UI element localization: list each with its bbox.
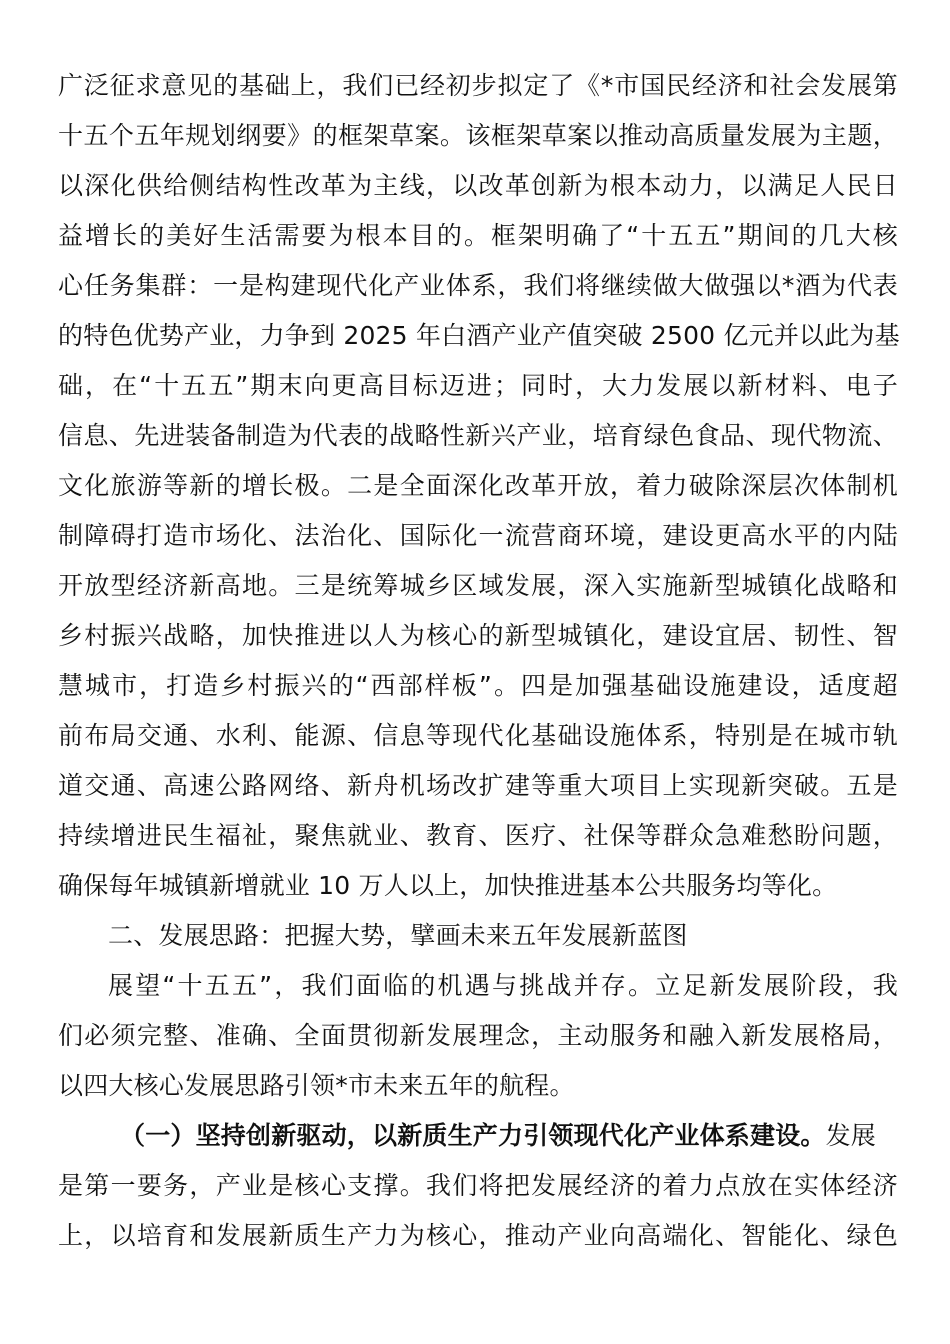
- text-line: 确保每年城镇新增就业 10 万人以上，加快推进基本公共服务均等化。: [58, 871, 838, 900]
- text-line: 心任务集群：一是构建现代化产业体系，我们将继续做大做强以*酒为代表: [58, 271, 898, 300]
- text-line: 益增长的美好生活需要为根本目的。框架明确了“十五五”期间的几大核: [58, 221, 898, 250]
- text-line: 以四大核心发展思路引领*市未来五年的航程。: [58, 1071, 575, 1100]
- text-line: 们必须完整、准确、全面贯彻新发展理念，主动服务和融入新发展格局，: [58, 1021, 898, 1050]
- text-line: 以深化供给侧结构性改革为主线，以改革创新为根本动力，以满足人民日: [58, 171, 898, 200]
- text-line: 的特色优势产业，力争到 2025 年白酒产业产值突破 2500 亿元并以此为基: [58, 321, 900, 350]
- lead-tail: 发展: [825, 1121, 877, 1150]
- text-line: 文化旅游等新的增长极。二是全面深化改革开放，着力破除深层次体制机: [58, 471, 898, 500]
- text-line: 广泛征求意见的基础上，我们已经初步拟定了《*市国民经济和社会发展第: [58, 71, 898, 100]
- text-line: 道交通、高速公路网络、新舟机场改扩建等重大项目上实现新突破。五是: [58, 771, 898, 800]
- text-line: 慧城市，打造乡村振兴的“西部样板”。四是加强基础设施建设，适度超: [58, 671, 898, 700]
- text-line: 上，以培育和发展新质生产力为核心，推动产业向高端化、智能化、绿色: [58, 1221, 898, 1250]
- text-line: 信息、先进装备制造为代表的战略性新兴产业，培育绿色食品、现代物流、: [58, 421, 898, 450]
- text-line: 开放型经济新高地。三是统筹城乡区域发展，深入实施新型城镇化战略和: [58, 571, 898, 600]
- subsection-lead-line: [120, 1116, 898, 1156]
- section-heading: 二、发展思路：把握大势，擘画未来五年发展新蓝图: [108, 921, 688, 950]
- text-line: 制障碍打造市场化、法治化、国际化一流营商环境，建设更高水平的内陆: [58, 521, 898, 550]
- text-line: 持续增进民生福祉，聚焦就业、教育、医疗、社保等群众急难愁盼问题，: [58, 821, 898, 850]
- text-line: 十五个五年规划纲要》的框架草案。该框架草案以推动高质量发展为主题，: [58, 121, 898, 150]
- text-line: 础，在“十五五”期末向更高目标迈进；同时，大力发展以新材料、电子: [58, 371, 898, 400]
- text-line: 是第一要务，产业是核心支撑。我们将把发展经济的着力点放在实体经济: [58, 1171, 898, 1200]
- subsection-heading: （一）坚持创新驱动，以新质生产力引领现代化产业体系建设。: [120, 1121, 826, 1150]
- text-line: 前布局交通、水利、能源、信息等现代化基础设施体系，特别是在城市轨: [58, 721, 898, 750]
- text-line: 乡村振兴战略，加快推进以人为核心的新型城镇化，建设宜居、韧性、智: [58, 621, 898, 650]
- text-line: 展望“十五五”，我们面临的机遇与挑战并存。立足新发展阶段，我: [108, 971, 898, 1000]
